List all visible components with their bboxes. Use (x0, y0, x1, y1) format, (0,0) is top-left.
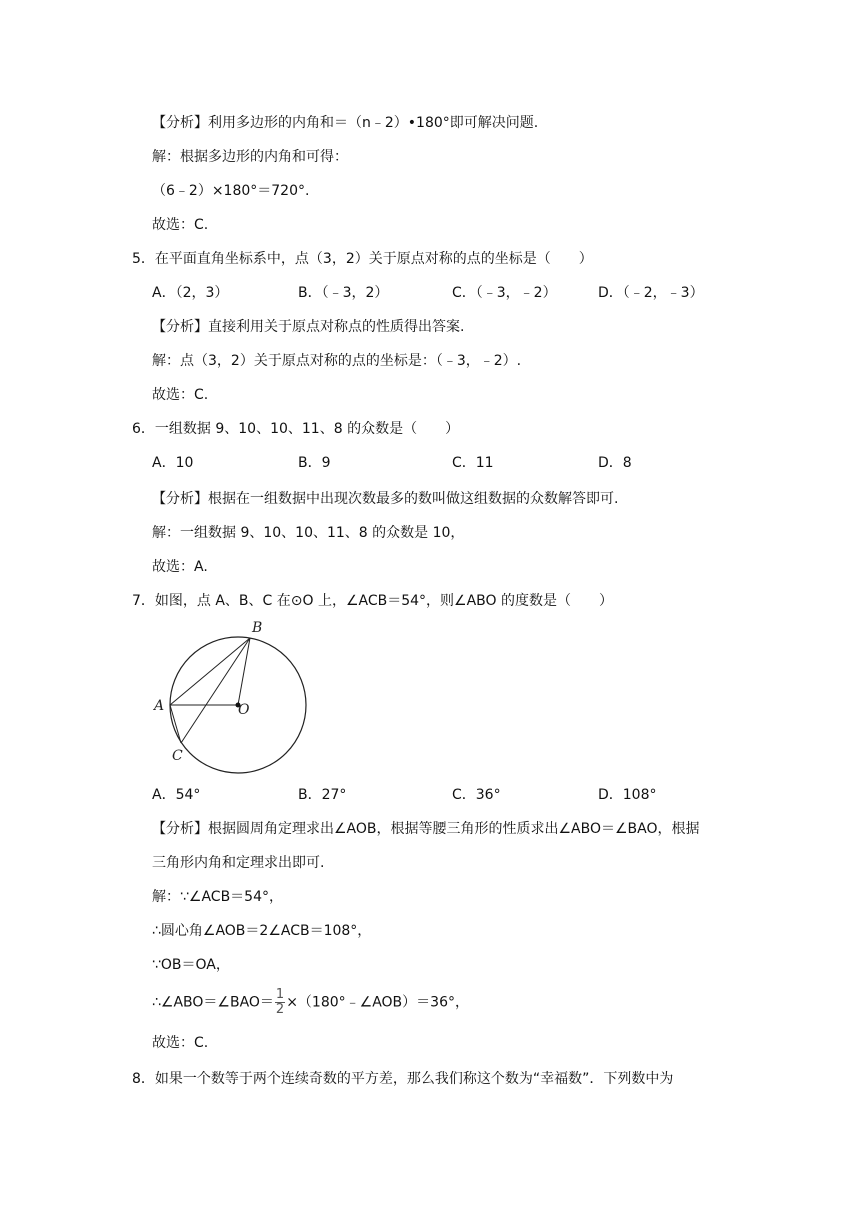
segment-ac (170, 705, 181, 743)
q5-stem: 5．在平面直角坐标系中，点（3，2）关于原点对称的点的坐标是（ ） (132, 251, 593, 267)
q7-sol4-prefix: ∴∠ABO＝∠BAO＝ (152, 994, 274, 1011)
label-c: C (172, 748, 183, 764)
q6-option-c: C．11 (452, 455, 494, 471)
fraction-one-half (275, 988, 285, 1017)
q8-stem: 8．如果一个数等于两个连续奇数的平方差，那么我们称这个数为“幸福数”．下列数中为 (132, 1071, 674, 1087)
q5-analysis: 【分析】直接利用关于原点对称点的性质得出答案. (152, 319, 465, 335)
q6-option-d: D．8 (598, 455, 632, 471)
q5-option-b: B．（﹣3，2） (298, 285, 389, 301)
q6-option-b: B．9 (298, 455, 331, 471)
segment-cb (181, 638, 250, 743)
q5-answer: 故选：C. (152, 387, 209, 403)
q7-solution-line-2: ∴圆心角∠AOB＝2∠ACB＝108°， (152, 923, 372, 939)
q7-sol4-suffix: ×（180°﹣∠AOB）＝36°， (286, 994, 469, 1011)
q7-analysis-line-2: 三角形内角和定理求出即可. (152, 855, 325, 871)
q6-answer: 故选：A. (152, 559, 208, 575)
segment-ab (170, 638, 250, 705)
q7-solution-line-3: ∵OB＝OA， (152, 957, 230, 973)
q5-solution: 解：点（3，2）关于原点对称的点的坐标是：（﹣3，﹣2）. (152, 353, 522, 369)
q4-answer: 故选：C. (152, 217, 209, 233)
q6-stem: 6．一组数据 9、10、10、11、8 的众数是（ ） (132, 421, 460, 437)
q6-solution: 解：一组数据 9、10、10、11、8 的众数是 10， (152, 525, 465, 541)
label-a: A (154, 698, 165, 714)
label-b: B (252, 620, 263, 636)
q7-option-c: C．36° (452, 787, 501, 803)
q7-analysis-line-1: 【分析】根据圆周角定理求出∠AOB，根据等腰三角形的性质求出∠ABO＝∠BAO，根据 (152, 821, 700, 837)
fraction-numerator: 1 (275, 987, 285, 1002)
q7-answer: 故选：C. (152, 1035, 209, 1051)
q7-stem: 7．如图，点 A、B、C 在⊙O 上，∠ACB＝54°，则∠ABO 的度数是（ ） (132, 593, 613, 609)
q5-option-a: A．（2，3） (152, 285, 229, 301)
q4-solution-line-1: 解：根据多边形的内角和可得： (152, 149, 348, 165)
q6-analysis: 【分析】根据在一组数据中出现次数最多的数叫做这组数据的众数解答即可. (152, 491, 619, 507)
q7-option-a: A．54° (152, 787, 201, 803)
q4-analysis: 【分析】利用多边形的内角和＝（n﹣2）•180°即可解决问题. (152, 115, 539, 131)
q6-option-a: A．10 (152, 455, 194, 471)
segment-ob (238, 638, 250, 705)
q7-option-b: B．27° (298, 787, 347, 803)
q5-option-d: D．（﹣2，﹣3） (598, 285, 704, 301)
fraction-denominator: 2 (275, 1002, 285, 1017)
q7-option-d: D．108° (598, 787, 657, 803)
q4-solution-line-2: （6﹣2）×180°＝720°. (152, 183, 310, 199)
q7-solution-line-1: 解：∵∠ACB＝54°， (152, 889, 283, 905)
q7-circle-figure (148, 616, 318, 776)
label-o: O (238, 702, 250, 718)
q7-solution-line-4 (152, 988, 469, 1017)
q5-option-c: C．（﹣3，﹣2） (452, 285, 557, 301)
